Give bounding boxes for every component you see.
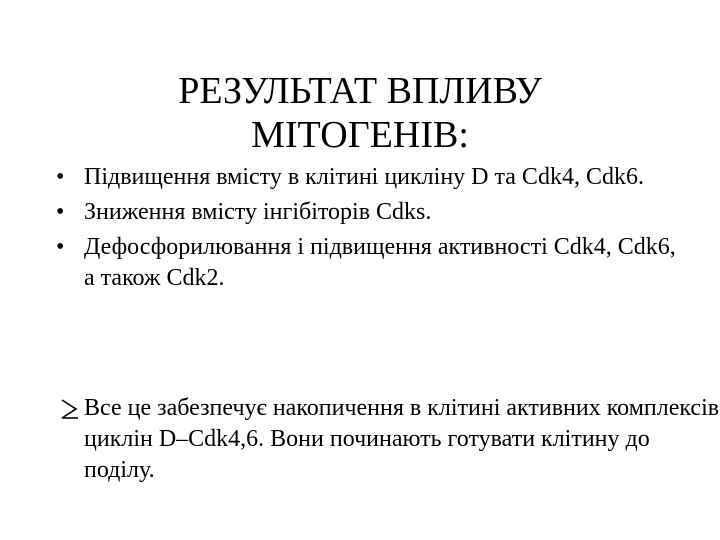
conclusion-text: Все це забезпечує накопичення в клітині активних комплексів циклін D–Cdk4,6. Вони починають готувати клітину до поділу. — [84, 395, 720, 483]
bullet-item — [52, 232, 692, 294]
bullet-item — [52, 162, 692, 193]
slide-title-line-1: РЕЗУЛЬТАТ ВПЛИВУ — [178, 70, 542, 113]
slide-title — [60, 69, 660, 157]
bullet-dot-icon: • — [56, 199, 65, 225]
conclusion-paragraph — [58, 393, 720, 486]
arrow-head-icon — [58, 393, 82, 424]
bullet-list — [52, 162, 692, 298]
bullet-text: Підвищення вмісту в клітині цикліну D та Cdk4, Cdk6. — [84, 164, 644, 190]
bullet-text: Дефосфорилювання і підвищення активності Cdk4, Cdk6, а також Cdk2. — [84, 234, 676, 291]
bullet-dot-icon: • — [56, 234, 65, 260]
slide-title-line-2: МІТОГЕНІВ: — [251, 114, 469, 157]
bullet-text: Зниження вмісту інгібіторів Cdks. — [84, 199, 432, 225]
bullet-item — [52, 197, 692, 228]
bullet-dot-icon: • — [56, 164, 65, 190]
